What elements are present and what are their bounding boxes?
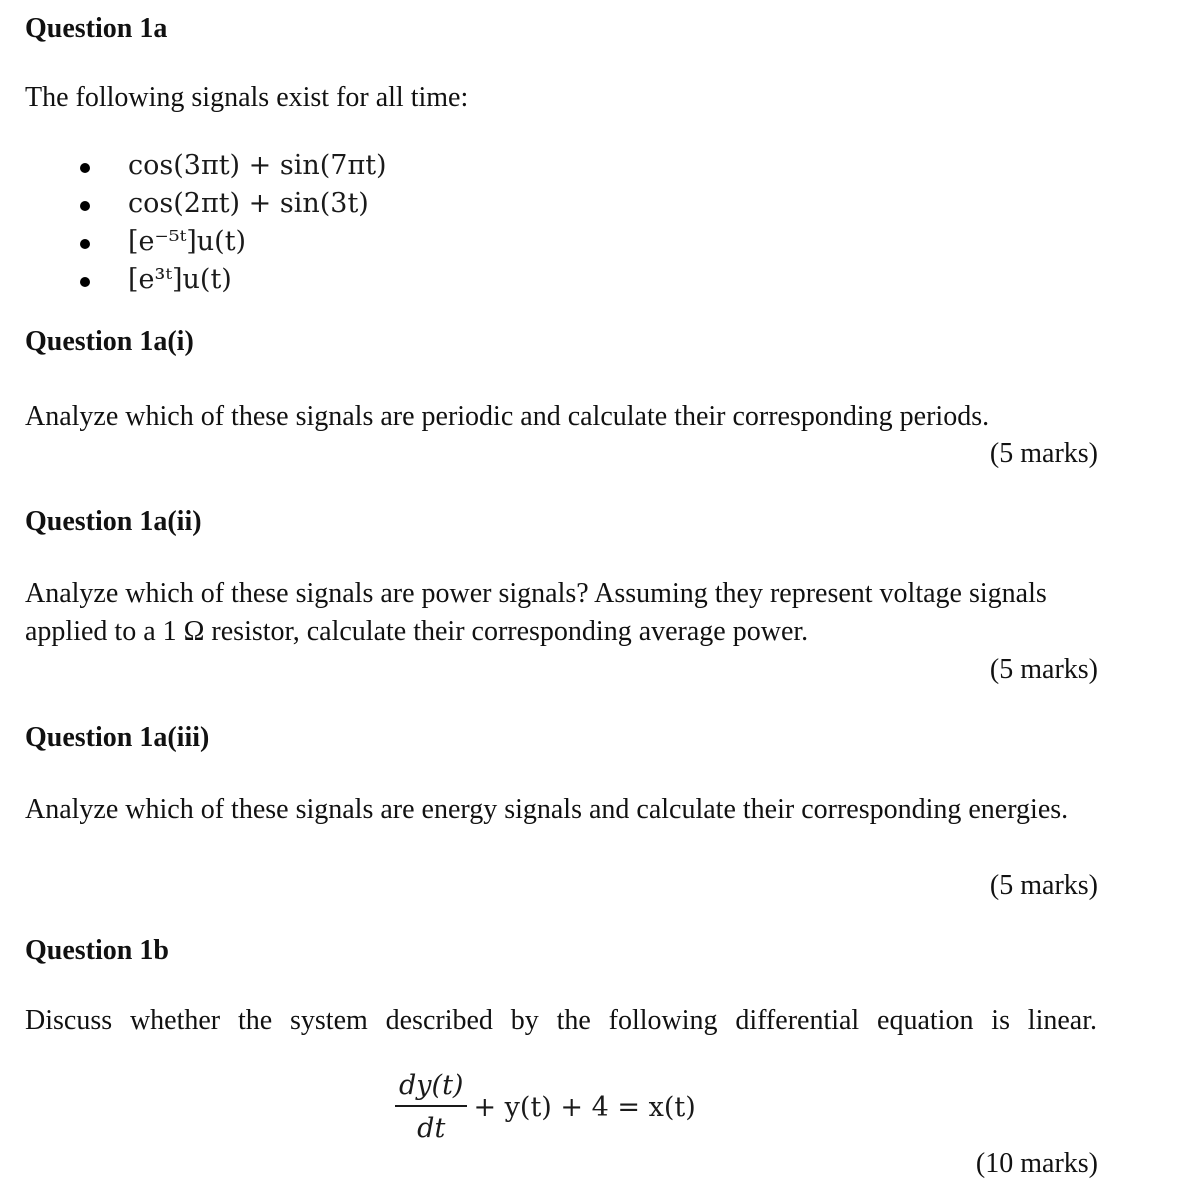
derivative-fraction: [395, 1070, 467, 1144]
question-1a-ii-heading: Question 1a(ii): [25, 506, 202, 537]
question-1a-iii-heading: Question 1a(iii): [25, 722, 210, 753]
list-item: [80, 222, 387, 260]
question-1b-text: Discuss whether the system described by the following differential equation is linear.: [25, 1005, 1097, 1036]
list-item: [80, 184, 387, 222]
question-1b-marks: (10 marks): [975, 1148, 1098, 1179]
signal-expression: [e³ᵗ]u(t): [128, 263, 232, 295]
question-1a-iii-text: Analyze which of these signals are energy signals and calculate their corresponding energies.: [25, 794, 1069, 825]
question-1a-i-marks: (5 marks): [989, 438, 1098, 469]
question-1a-iii-marks: (5 marks): [989, 870, 1098, 901]
list-item: [80, 146, 387, 184]
signal-expression: [e⁻⁵ᵗ]u(t): [128, 225, 247, 257]
bullet-icon: [80, 277, 90, 287]
bullet-icon: [80, 239, 90, 249]
signal-list: [80, 146, 387, 298]
bullet-icon: [80, 201, 90, 211]
question-1a-ii-text: Analyze which of these signals are power signals? Assuming they represent voltage signals applied to a 1 Ω resistor, calculate their corresponding average power.: [25, 578, 1047, 647]
fraction-numerator: dy(t): [395, 1070, 467, 1107]
question-1a-intro: The following signals exist for all time:: [25, 82, 469, 113]
differential-equation: [395, 1070, 696, 1144]
question-1a-heading: Question 1a: [25, 13, 168, 44]
question-1a-ii-marks: (5 marks): [989, 654, 1098, 685]
fraction-denominator: dt: [417, 1113, 446, 1144]
signal-expression: cos(3πt) + sin(7πt): [128, 149, 387, 181]
question-1b-heading: Question 1b: [25, 935, 169, 966]
bullet-icon: [80, 163, 90, 173]
question-1a-i-text: Analyze which of these signals are periodic and calculate their corresponding periods.: [25, 401, 990, 432]
list-item: [80, 260, 387, 298]
signal-expression: cos(2πt) + sin(3t): [128, 187, 369, 219]
question-1a-i-heading: Question 1a(i): [25, 326, 194, 357]
equation-rhs: + y(t) + 4 = x(t): [473, 1091, 696, 1123]
